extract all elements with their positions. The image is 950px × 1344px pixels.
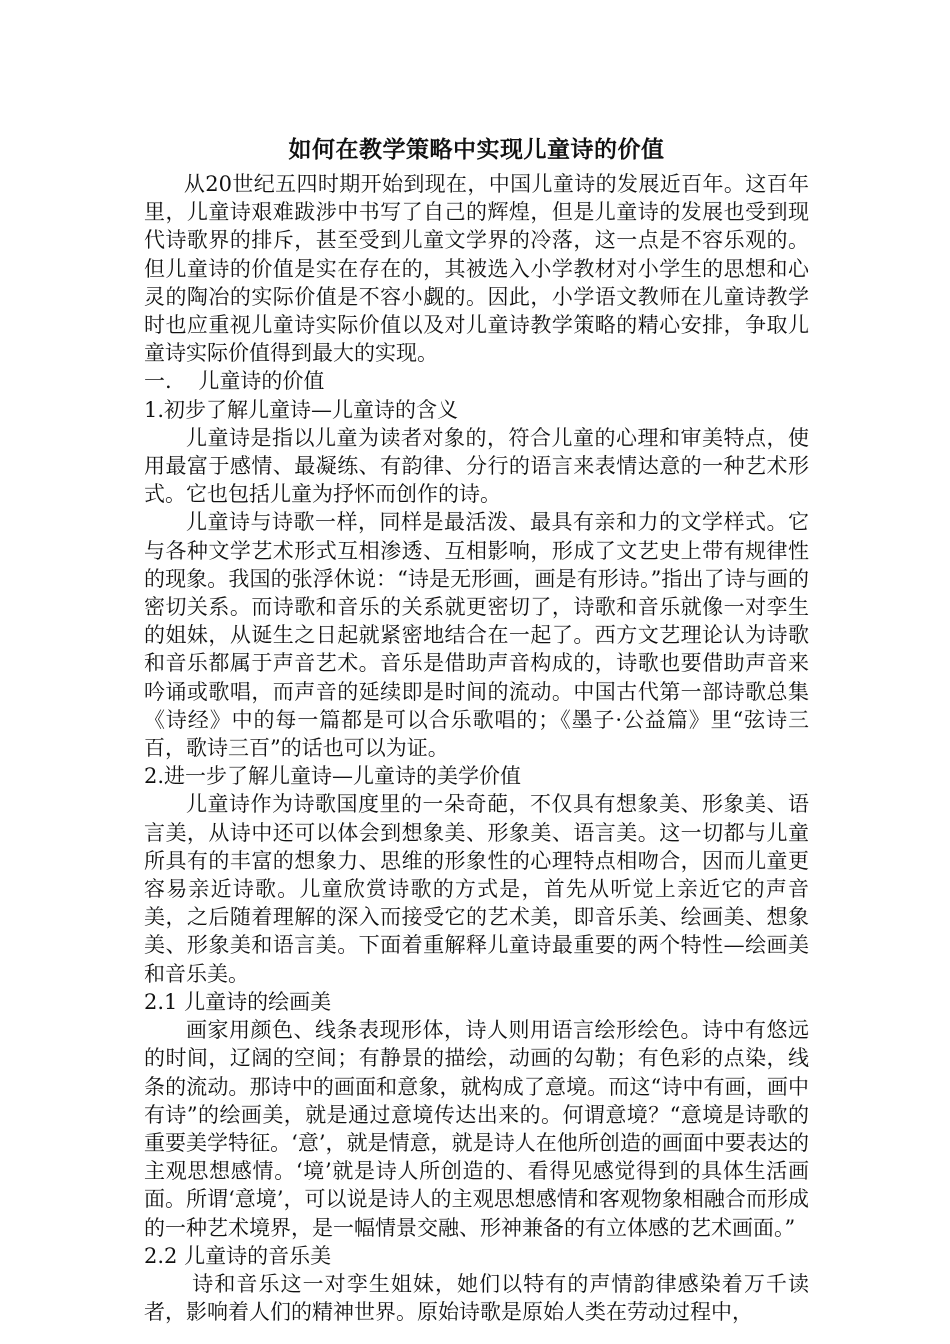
subsection-heading-2-2: 2.2 儿童诗的音乐美 xyxy=(144,1243,332,1268)
painting-beauty-paragraph: 画家用颜色、线条表现形体，诗人则用语言绘形绘色。诗中有悠远的时间，辽阔的空间；有静景的描绘，动画的勾勒；有色彩的点染，线条的流动。那诗中的画面和意象，就构成了意境。而这“诗中有画，画中有诗”的绘画美，就是通过意境传达出来的。何谓意境？“意境是诗歌的重要美学特征。‘意’，就是情意，就是诗人在他所创造的画面中要表达的主观思想感情。‘境’就是诗人所创造的、看得见感觉得到的具体生活画面。所谓‘意境’，可以说是诗人的主观思想感情和客观物象相融合而形成的一种艺术境界，是一幅情景交融、形神兼备的有立体感的艺术画面。” xyxy=(144,1018,809,1240)
poetry-art-paragraph: 儿童诗与诗歌一样，同样是最活泼、最具有亲和力的文学样式。它与各种文学艺术形式互相渗透、互相影响，形成了文艺史上带有规律性的现象。我国的张浮休说：“诗是无形画，画是有形诗。”指出了诗与画的密切关系。而诗歌和音乐的关系就更密切了，诗歌和音乐就像一对孪生的姐妹，从诞生之日起就紧密地结合在一起了。西方文艺理论认为诗歌和音乐都属于声音艺术。音乐是借助声音构成的，诗歌也要借助声音来吟诵或歌唱，而声音的延续即是时间的流动。中国古代第一部诗歌总集《诗经》中的每一篇都是可以合乐歌唱的；《墨子·公益篇》里“弦诗三百，歌诗三百”的话也可以为证。 xyxy=(144,510,809,761)
subsection-heading-2-1: 2.1 儿童诗的绘画美 xyxy=(144,989,332,1014)
document-body xyxy=(144,132,809,1326)
document-title: 如何在教学策略中实现儿童诗的价值 xyxy=(288,136,665,163)
subsection-heading-1: 1.初步了解儿童诗—儿童诗的含义 xyxy=(144,397,459,422)
subsection-heading-2: 2.进一步了解儿童诗—儿童诗的美学价值 xyxy=(144,764,522,789)
aesthetic-value-paragraph: 儿童诗作为诗歌国度里的一朵奇葩，不仅具有想象美、形象美、语言美，从诗中还可以体会到想象美、形象美、语言美。这一切都与儿童所具有的丰富的想象力、思维的形象性的心理特点相吻合，因而儿童更容易亲近诗歌。儿童欣赏诗歌的方式是，首先从听觉上亲近它的声音美，之后随着理解的深入而接受它的艺术美，即音乐美、绘画美、想象美、形象美和语言美。下面着重解释儿童诗最重要的两个特性—绘画美和音乐美。 xyxy=(144,792,809,986)
section-heading-1: 一. 儿童诗的价值 xyxy=(144,369,325,394)
music-beauty-paragraph: 诗和音乐这一对孪生姐妹，她们以特有的声情韵律感染着万千读者，影响着人们的精神世界。原始诗歌是原始人类在劳动过程中， xyxy=(144,1271,809,1325)
definition-paragraph: 儿童诗是指以儿童为读者对象的，符合儿童的心理和审美特点，使用最富于感情、最凝练、有韵律、分行的语言来表情达意的一种艺术形式。它也包括儿童为抒怀而创作的诗。 xyxy=(144,425,809,507)
intro-paragraph: 从20世纪五四时期开始到现在，中国儿童诗的发展近百年。这百年里，儿童诗艰难跋涉中书写了自己的辉煌，但是儿童诗的发展也受到现代诗歌界的排斥，甚至受到儿童文学界的冷落，这一点是不容乐观的。但儿童诗的价值是实在存在的，其被选入小学教材对小学生的思想和心灵的陶冶的实际价值是不容小觑的。因此，小学语文教师在儿童诗教学时也应重视儿童诗实际价值以及对儿童诗教学策略的精心安排，争取儿童诗实际价值得到最大的实现。 xyxy=(144,172,809,366)
